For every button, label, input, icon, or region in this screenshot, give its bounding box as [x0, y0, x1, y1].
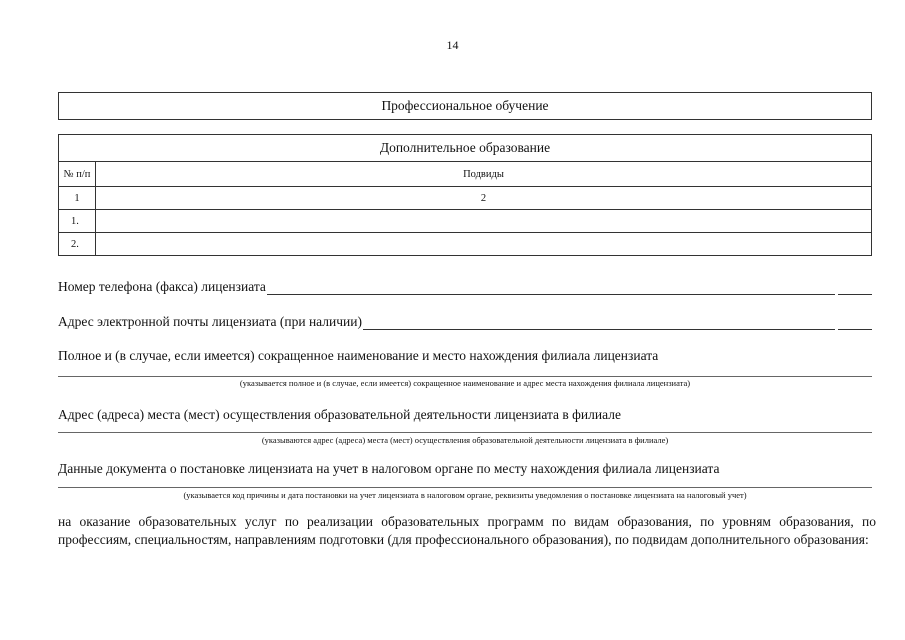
additional-education-table — [58, 134, 872, 256]
phone-fill-line-end — [838, 282, 872, 295]
table-title-row — [59, 135, 872, 162]
branch-name-label: Полное и (в случае, если имеется) сокращенное наименование и место нахождения филиала лицензиата — [58, 348, 659, 363]
professional-training-title: Профессиональное обучение — [381, 98, 549, 113]
branch-address-label: Адрес (адреса) места (мест) осуществления образовательной деятельности лицензиата в филиале — [58, 407, 621, 422]
branch-address-fill-line[interactable] — [58, 432, 872, 433]
final-paragraph: на оказание образовательных услуг по реализации образовательных программ по видам образования, по уровням образования, по профессиям, специальностям, направлениям подготовки (для профессионального образования), по подвидам дополнительного образования: — [58, 514, 876, 547]
row-subtype-cell[interactable] — [96, 233, 872, 256]
phone-fill-line[interactable] — [267, 282, 835, 295]
phone-line — [58, 279, 872, 295]
table-header-row — [59, 162, 872, 187]
additional-education-title: Дополнительное образование — [59, 135, 872, 162]
professional-training-header — [58, 92, 872, 120]
email-label: Адрес электронной почты лицензиата (при наличии) — [58, 314, 362, 329]
branch-address-caption: (указываются адрес (адреса) места (мест) осуществления образовательной деятельности лицензиата в филиале) — [261, 435, 669, 445]
tax-registration-caption: (указывается код причины и дата постановки на учет лицензиата в налоговом органе, реквизиты уведомления о постановке лицензиата на налоговый учет) — [183, 490, 747, 500]
row-number: 1. — [59, 210, 96, 233]
table-row — [59, 210, 872, 233]
column-header-subtypes: Подвиды — [96, 162, 872, 187]
tax-registration-fill-line[interactable] — [58, 487, 872, 488]
page-number: 14 — [446, 38, 459, 52]
table-row — [59, 233, 872, 256]
column-number-2: 2 — [96, 187, 872, 210]
email-fill-line[interactable] — [363, 317, 835, 330]
branch-name-caption: (указывается полное и (в случае, если имеется) сокращенное наименование и адрес места нахождения филиала лицензиата) — [239, 378, 691, 388]
column-header-number: № п/п — [59, 162, 96, 187]
email-line — [58, 314, 872, 330]
column-numbers-row — [59, 187, 872, 210]
phone-label: Номер телефона (факса) лицензиата — [58, 279, 266, 294]
row-number: 2. — [59, 233, 96, 256]
tax-registration-label: Данные документа о постановке лицензиата на учет в налоговом органе по месту нахождения филиала лицензиата — [58, 461, 720, 476]
email-fill-line-end — [838, 317, 872, 330]
column-number-1: 1 — [59, 187, 96, 210]
row-subtype-cell[interactable] — [96, 210, 872, 233]
branch-name-fill-line[interactable] — [58, 376, 872, 377]
